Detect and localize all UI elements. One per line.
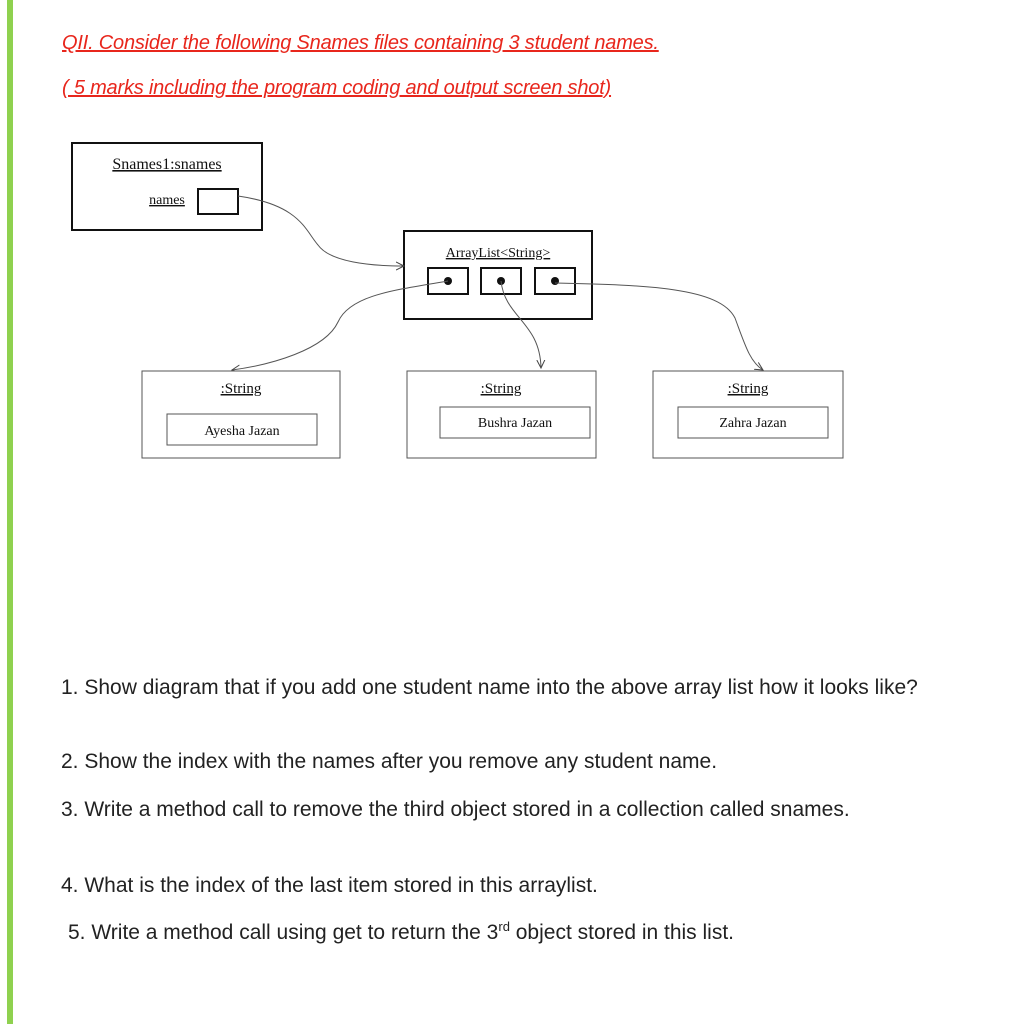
- string-object-2: [653, 371, 843, 458]
- question-1: 1. Show diagram that if you add one student name into the above array list how it looks like?: [61, 676, 918, 699]
- question-heading: QII. Consider the following Snames files containing 3 student names.: [62, 32, 659, 54]
- question-4: 4. What is the index of the last item stored in this arraylist.: [61, 874, 598, 897]
- string-2-type: :String: [727, 381, 769, 397]
- question-5-text: 5. Write a method call using get to return the 3: [68, 921, 499, 944]
- question-5: [68, 919, 948, 946]
- arraylist-box: [404, 231, 592, 319]
- string-1-type: :String: [480, 381, 522, 397]
- names-field-label: names: [149, 193, 185, 208]
- string-2-value: Zahra Jazan: [719, 416, 787, 431]
- marks-note: ( 5 marks including the program coding and output screen shot): [62, 77, 612, 99]
- string-object-1: [407, 371, 596, 458]
- slot-2-reference-dot: [551, 277, 559, 285]
- question-2: 2. Show the index with the names after you remove any student name.: [61, 750, 718, 773]
- question-3: 3. Write a method call to remove the third object stored in a collection called snames.: [61, 798, 850, 821]
- names-field-slot: [198, 189, 238, 214]
- snames-object-box: [72, 143, 262, 230]
- question-5-tail: object stored in this list.: [509, 921, 735, 944]
- string-object-0: [142, 371, 340, 458]
- ordinal-suffix: rd: [498, 919, 510, 934]
- snames-object-title: Snames1:snames: [112, 156, 222, 173]
- string-1-value: Bushra Jazan: [477, 416, 553, 431]
- string-0-value: Ayesha Jazan: [204, 424, 280, 439]
- object-diagram: [0, 120, 1011, 480]
- string-0-type: :String: [220, 381, 262, 397]
- arraylist-title: ArrayList<String>: [445, 246, 551, 261]
